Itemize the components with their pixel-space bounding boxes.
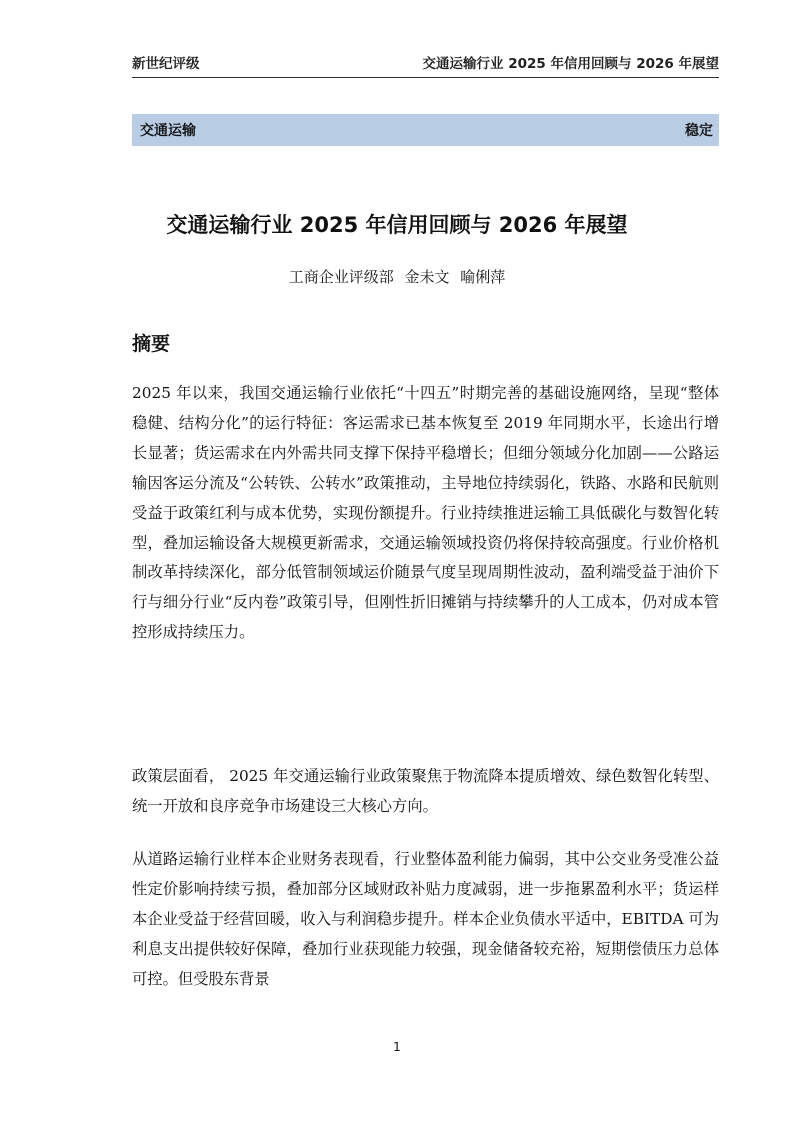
summary-paragraph-2: 政策层面看， 2025 年交通运输行业政策聚焦于物流降本提质增效、绿色数智化转型、统一开放和良序竞争市场建设三大核心方向。 — [132, 767, 719, 815]
summary-paragraph-1: 2025 年以来，我国交通运输行业依托“十四五”时期完善的基础设施网络，呈现“整体稳健、结构分化”的运行特征：客运需求已基本恢复至 2019 年同期水平，长途出行增长显著；货运需求在内外需共同支撑下保持平稳增长；但细分领域分化加剧——公路运输因客运分流及“公转铁、公转水”政策推动，主导地位持续弱化，铁路、水路和民航则受益于政策红利与成本优势，实现份额提升。行业持续推进运输工具低碳化与数智化转型，叠加运输设备大规模更新需求，交通运输领域投资仍将保持较高强度。行业价格机制改革持续深化，部分低管制领域运价随景气度呈现周期性波动，盈利端受益于油价下行与细分行业“反内卷”政策引导，但刚性折旧摊销与持续攀升的人工成本，仍对成本管控形成持续压力。 — [132, 384, 719, 642]
sector-label: 交通运输 — [140, 123, 196, 139]
authors-line: 工商企业评级部 金未文 喻俐萍 — [288, 268, 506, 286]
outlook-label: 稳定 — [685, 123, 713, 139]
running-header — [132, 52, 719, 78]
report-title: 交通运输行业 2025 年信用回顾与 2026 年展望 — [166, 213, 628, 237]
header-report-title: 交通运输行业 2025 年信用回顾与 2026 年展望 — [422, 56, 719, 72]
summary-heading: 摘要 — [132, 333, 171, 355]
page-number: 1 — [393, 1040, 401, 1054]
sector-outlook-bar — [132, 114, 719, 146]
summary-paragraph-3: 从道路运输行业样本企业财务表现看，行业整体盈利能力偏弱，其中公交业务受准公益性定价影响持续亏损，叠加部分区域财政补贴力度减弱，进一步拖累盈利水平；货运样本企业受益于经营回暖，收入与利润稳步提升。样本企业负债水平适中，EBITDA 可为利息支出提供较好保障，叠加行业获现能力较强，现金储备较充裕，短期偿债压力总体可控。但受股东背景 — [132, 850, 719, 988]
header-publisher: 新世纪评级 — [132, 56, 200, 72]
